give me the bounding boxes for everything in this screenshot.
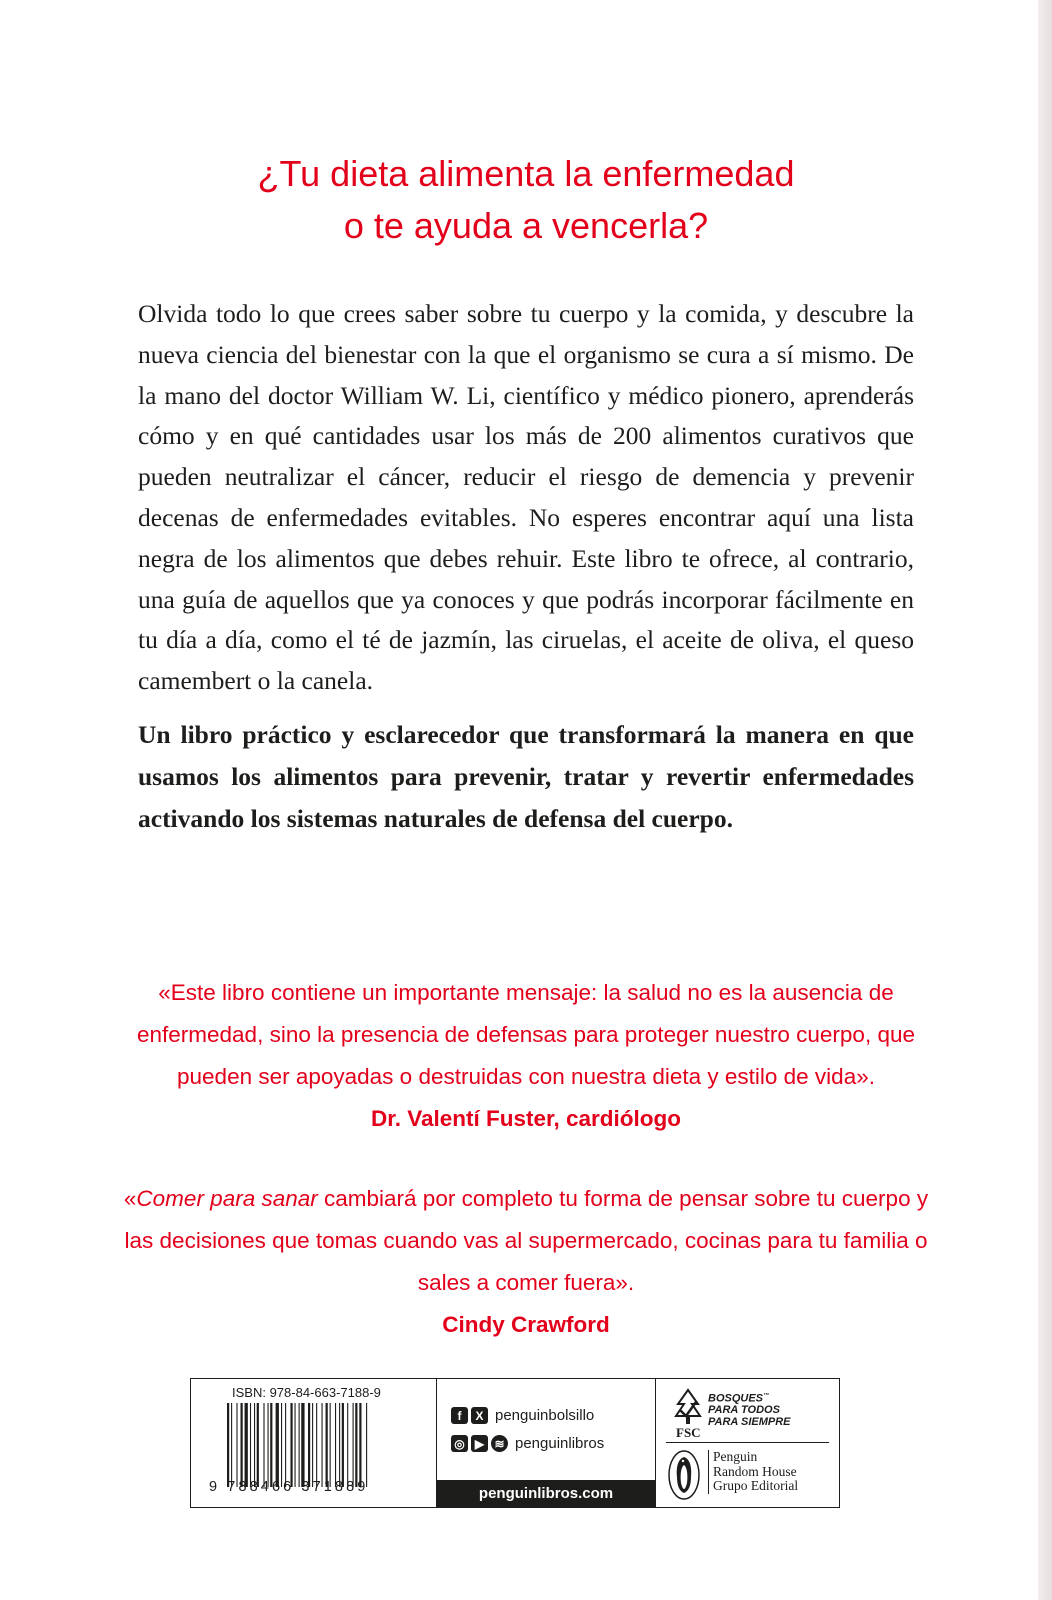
review-quote-crawford (118, 1178, 934, 1346)
publisher-line-3: Grupo Editorial (713, 1478, 799, 1493)
barcode-bar (268, 1403, 269, 1487)
barcode-bar (241, 1403, 243, 1487)
barcode-bar (347, 1403, 348, 1487)
barcode-bar (290, 1403, 292, 1487)
barcode-image (227, 1403, 402, 1487)
social-section (437, 1379, 656, 1507)
facebook-icon[interactable]: f (451, 1407, 468, 1424)
barcode-bar (270, 1403, 272, 1487)
x-icon[interactable]: X (471, 1407, 488, 1424)
barcode-bar (299, 1403, 300, 1487)
barcode-bar (227, 1403, 229, 1487)
barcode-bar (308, 1403, 310, 1487)
barcode-bar (312, 1403, 313, 1487)
fsc-tagline-1: BOSQUES (708, 1392, 764, 1405)
barcode-bar (245, 1403, 248, 1487)
quote-rest: cambiará por completo tu forma de pensar sobre tu cuerpo y las decisiones que tomas cuando vas al supermercado, cocinas para tu familia o sales a comer fuera». (124, 1186, 929, 1295)
quote-text (118, 1178, 934, 1304)
description-lead-paragraph: Un libro práctico y esclarecedor que transformará la manera en que usamos los alimentos para prevenir, tratar y revertir enfermedades activando los sistemas naturales de defensa del cuerpo. (138, 719, 914, 833)
book-description (138, 294, 914, 840)
barcode-bar (257, 1403, 259, 1487)
review-quote-fuster (118, 972, 934, 1140)
quote-text: «Este libro contiene un importante mensaje: la salud no es la ausencia de enfermedad, sino la presencia de defensas para proteger nuestro cuerpo, que pueden ser apoyadas o destruidas con nuestra dieta y estilo de vida». (136, 980, 915, 1089)
publisher-info-box (190, 1378, 840, 1508)
quote-author: Cindy Crawford (442, 1312, 610, 1337)
barcode-bar (330, 1403, 331, 1487)
social-row-2 (451, 1435, 604, 1452)
barcode-bar (231, 1403, 232, 1487)
logos-section (656, 1379, 839, 1507)
barcode-bar (326, 1403, 328, 1487)
barcode-bar (342, 1403, 344, 1487)
barcode-bar (236, 1403, 237, 1487)
barcode-bar (335, 1403, 336, 1487)
barcode-bar (254, 1403, 255, 1487)
barcode-bar (353, 1403, 354, 1487)
barcode-bar (301, 1403, 304, 1487)
barcode-digits: 9 788466 371889 (209, 1479, 369, 1495)
barcode-bar (281, 1403, 282, 1487)
isbn-label: ISBN: 978-84-663-7188-9 (232, 1385, 381, 1400)
website-link[interactable]: penguinlibros.com (437, 1480, 655, 1507)
barcode-section (191, 1379, 437, 1507)
fsc-tree-icon (672, 1388, 704, 1426)
logo-divider (666, 1442, 829, 1443)
fsc-tagline-2: PARA TODOS (708, 1404, 780, 1417)
book-title-italic: Comer para sanar (136, 1186, 318, 1211)
social-handle-bolsillo[interactable]: penguinbolsillo (495, 1407, 595, 1424)
publisher-line-1: Penguin (713, 1449, 758, 1464)
barcode-bar (366, 1403, 367, 1487)
barcode-bar (295, 1403, 296, 1487)
quote-author: Dr. Valentí Fuster, cardiólogo (370, 1106, 682, 1131)
barcode-bar (339, 1403, 340, 1487)
fsc-tagline-3: PARA SIEMPRE (708, 1415, 791, 1428)
headline (0, 148, 1052, 252)
barcode-bar (285, 1403, 286, 1487)
publisher-line-2: Random House (713, 1463, 797, 1479)
headline-line-2: o te ayuda a vencerla? (343, 205, 709, 246)
publisher-name (708, 1450, 798, 1494)
barcode-bar (316, 1403, 317, 1487)
barcode-bar (359, 1403, 361, 1487)
description-paragraph: Olvida todo lo que crees saber sobre tu cuerpo y la comida, y descubre la nueva ciencia del bienestar con la que el organismo se cura a sí mismo. De la mano del doctor William W. Li, científico y médico pionero, aprenderás cómo y en qué cantidades usar los más de 200 alimentos curativos que pueden neutralizar el cáncer, reducir el riesgo de demencia y prevenir decenas de enfermedades evitables. No esperes encontrar aquí una lista negra de los alimentos que debes rehuir. Este libro te ofrece, al contrario, una guía de aquellos que ya conoces y que podrás incorporar fácilmente en tu día a día, como el té de jazmín, las ciruelas, el aceite de oliva, el queso camembert o la canela. (138, 299, 914, 696)
social-handle-libros[interactable]: penguinlibros (515, 1435, 605, 1452)
barcode-bar (276, 1403, 279, 1487)
barcode-bar (250, 1403, 251, 1487)
instagram-icon[interactable]: ◎ (451, 1435, 468, 1452)
quote-open-mark: « (123, 1186, 137, 1211)
spotify-icon[interactable]: ≋ (491, 1435, 508, 1452)
fsc-tagline (708, 1391, 791, 1428)
barcode-bar (263, 1403, 264, 1487)
fsc-trademark: ™ (763, 1393, 770, 1399)
penguin-logo-icon (666, 1449, 702, 1501)
social-row-1 (451, 1407, 594, 1424)
fsc-label: FSC (676, 1425, 701, 1440)
headline-line-1: ¿Tu dieta alimenta la enfermedad (257, 153, 795, 194)
barcode-bar (322, 1403, 323, 1487)
barcode-bar (355, 1403, 357, 1487)
youtube-icon[interactable]: ▶ (471, 1435, 488, 1452)
